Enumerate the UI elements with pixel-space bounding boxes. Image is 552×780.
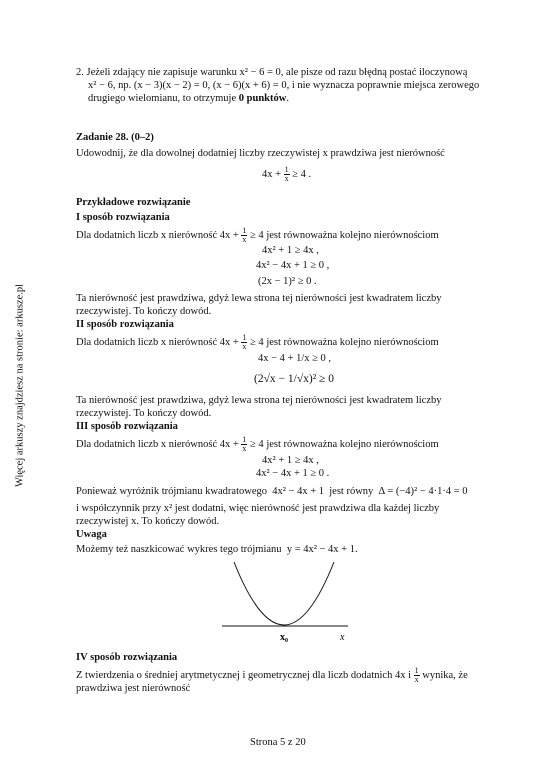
- parabola-curve: [234, 562, 334, 625]
- method2-heading: II sposób rozwiązania: [76, 319, 174, 330]
- method3-heading: III sposób rozwiązania: [76, 421, 178, 432]
- page-footer: Strona 5 z 20: [250, 737, 306, 748]
- method3-eq2: 4x² − 4x + 1 ≥ 0 .: [256, 468, 330, 479]
- note2-line3: drugiego wielomianu, to otrzymuje 0 punktów.: [88, 93, 289, 104]
- method1-heading: I sposób rozwiązania: [76, 212, 170, 223]
- x-axis-label: x: [340, 632, 345, 643]
- method1-eq1: 4x² + 1 ≥ 4x ,: [262, 245, 319, 256]
- method2-conclusion-1: Ta nierówność jest prawdziwa, gdyż lewa strona tej nierówności jest kwadratem liczby: [76, 395, 442, 406]
- method4-heading: IV sposób rozwiązania: [76, 652, 178, 663]
- method1-eq3: (2x − 1)² ≥ 0 .: [258, 276, 317, 287]
- method1-conclusion-2: rzeczywistej. To kończy dowód.: [76, 306, 212, 317]
- method3-discriminant: Ponieważ wyróżnik trójmianu kwadratowego 4x² − 4x + 1 jest równy Δ = (−4)² − 4·1·4 = 0: [76, 486, 468, 497]
- x0-label: x₀: [280, 632, 288, 643]
- parabola-graph: [200, 556, 360, 646]
- method2-intro: Dla dodatnich liczb x nierówność 4x + $\frac{1}{x}$ ≥ 4 jest równoważna kolejno nierównościom: [76, 333, 439, 351]
- note2-line1: 2. Jeżeli zdający nie zapisuje warunku x² − 6 = 0, ale pisze od razu błędną postać iloczynową: [76, 67, 468, 78]
- examples-heading: Przykładowe rozwiązanie: [76, 197, 191, 208]
- task-statement: Udowodnij, że dla dowolnej dodatniej liczby rzeczywistej x prawdziwa jest nierówność: [76, 148, 445, 159]
- method3-line3: rzeczywistej x. To kończy dowód.: [76, 516, 220, 527]
- note2-line2: x² − 6, np. (x − 3)(x − 2) = 0, (x − 6)(x + 6) = 0, i nie wyznacza poprawnie miejsca zerowego: [88, 80, 480, 91]
- task-inequality: 4x + $\frac{1}{x}$ ≥ 4 .: [262, 165, 312, 183]
- remark-text: Możemy też naszkicować wykres tego trójmianu y = 4x² − 4x + 1.: [76, 544, 358, 555]
- method3-line2: i współczynnik przy x² jest dodatni, więc nierówność jest prawdziwa dla każdej liczby: [76, 503, 440, 514]
- method3-intro: Dla dodatnich liczb x nierówność 4x + $\frac{1}{x}$ ≥ 4 jest równoważna kolejno nierównościom: [76, 435, 439, 453]
- method2-eq1: 4x − 4 + 1/x ≥ 0 ,: [258, 353, 332, 364]
- method1-intro: Dla dodatnich liczb x nierówność 4x + $\frac{1}{x}$ ≥ 4 jest równoważna kolejno nierównościom: [76, 226, 439, 244]
- method2-conclusion-2: rzeczywistej. To kończy dowód.: [76, 408, 212, 419]
- method1-conclusion-1: Ta nierówność jest prawdziwa, gdyż lewa strona tej nierówności jest kwadratem liczby: [76, 293, 442, 304]
- method4-line1: Z twierdzenia o średniej arytmetycznej i geometrycznej dla liczb dodatnich 4x i $\frac{1}{x}$ wynika, że: [76, 666, 468, 684]
- remark-heading: Uwaga: [76, 529, 107, 540]
- task-title: Zadanie 28. (0–2): [76, 132, 154, 143]
- method4-line2: prawdziwa jest nierówność: [76, 683, 191, 694]
- method3-eq1: 4x² + 1 ≥ 4x ,: [262, 455, 319, 466]
- method2-eq2: (2√x − 1/√x)² ≥ 0: [254, 373, 334, 385]
- side-watermark-text: Więcej arkuszy znajdziesz na stronie: arkusze.pl: [14, 283, 26, 488]
- method1-eq2: 4x² − 4x + 1 ≥ 0 ,: [256, 260, 330, 271]
